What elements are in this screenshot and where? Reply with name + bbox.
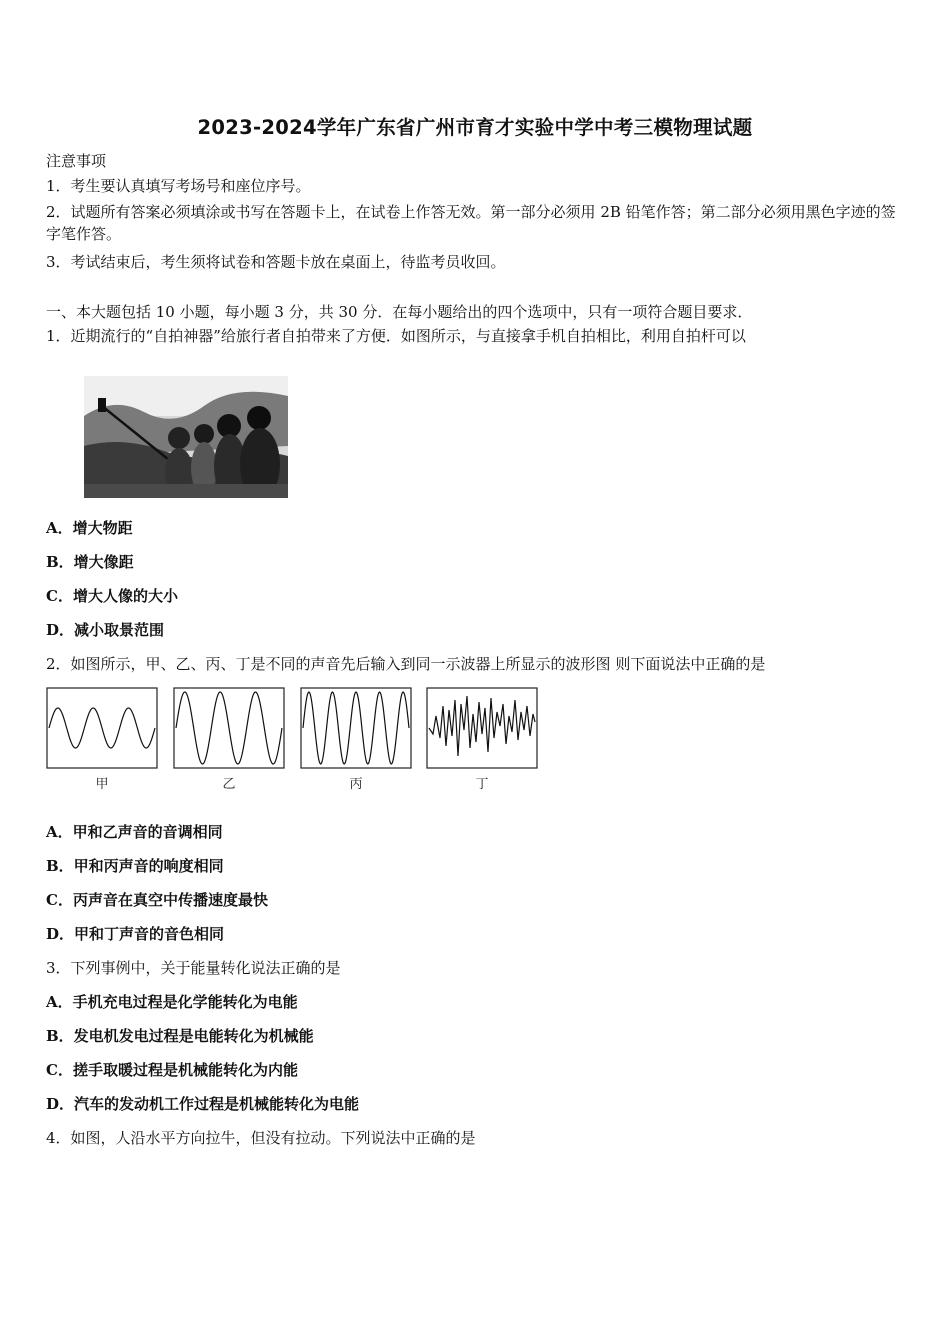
q3-option-a[interactable]: A．手机充电过程是化学能转化为电能 [46,993,298,1011]
waveform-label-ding: 丁 [475,777,489,792]
q3-option-c[interactable]: C．搓手取暖过程是机械能转化为内能 [46,1061,298,1079]
question-4-stem: 4．如图，人沿水平方向拉牛，但没有拉动。下列说法中正确的是 [46,1129,476,1147]
notice-item-2: 2．试题所有答案必须填涂或书写在答题卡上，在试卷上作答无效。第一部分必须用 2B 铅笔作答；第二部分必须用黑色字迹的签字笔作答。 [46,203,896,243]
q2-option-a[interactable]: A．甲和乙声音的音调相同 [46,823,223,841]
waveform-bing [301,688,411,792]
waveform-ding [427,688,537,792]
waveform-yi [174,688,284,792]
question-2-stem: 2．如图所示，甲、乙、丙、丁是不同的声音先后输入到同一示波器上所显示的波形图 则下面说法中正确的是 [46,655,766,673]
question-1-stem: 1．近期流行的“自拍神器”给旅行者自拍带来了方便．如图所示，与直接拿手机自拍相比，利用自拍杆可以 [46,327,746,345]
q1-option-b[interactable]: B．增大像距 [46,553,134,571]
notice-heading: 注意事项 [46,152,107,170]
q1-option-d[interactable]: D．减小取景范围 [46,621,165,639]
q2-option-d[interactable]: D．甲和丁声音的音色相同 [46,925,225,943]
notice-item-1: 1．考生要认真填写考场号和座位序号。 [46,177,311,195]
waveform-jia [47,688,157,792]
waveform-label-jia: 甲 [95,777,109,792]
q3-option-d[interactable]: D．汽车的发动机工作过程是机械能转化为电能 [46,1095,360,1113]
page-title: 2023-2024学年广东省广州市育才实验中学中考三模物理试题 [197,116,753,139]
question-3-stem: 3．下列事例中，关于能量转化说法正确的是 [46,959,341,977]
waveform-figure [46,686,546,796]
selfie-photo [84,376,288,498]
q2-option-c[interactable]: C．丙声音在真空中传播速度最快 [46,891,268,909]
q3-option-b[interactable]: B．发电机发电过程是电能转化为机械能 [46,1027,314,1045]
q1-option-c[interactable]: C．增大人像的大小 [46,587,178,605]
waveform-label-yi: 乙 [222,777,236,792]
waveform-label-bing: 丙 [349,777,363,792]
q2-option-b[interactable]: B．甲和丙声音的响度相同 [46,857,224,875]
section-heading: 一、本大题包括 10 小题，每小题 3 分，共 30 分．在每小题给出的四个选项中，只有一项符合题目要求． [46,303,753,321]
q1-option-a[interactable]: A．增大物距 [46,519,133,537]
notice-item-3: 3．考试结束后，考生须将试卷和答题卡放在桌面上，待监考员收回。 [46,253,506,271]
